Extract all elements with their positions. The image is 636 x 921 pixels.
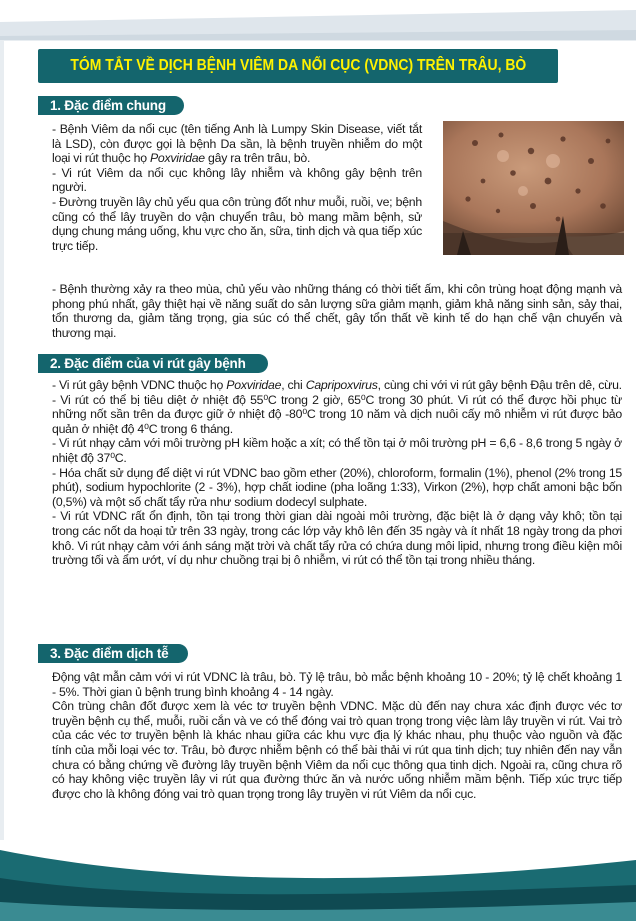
paragraph: - Bệnh thường xảy ra theo mùa, chủ yếu vào những tháng có thời tiết ấm, khi côn trùng hoạt động mạnh và phong phú nhất, gây thiệt hại về năng suất do sản lượng sữa giảm mạnh, giảm khả năng sinh sản, sảy thai, tổn thương da, giảm tăng trọng, gia súc có thể chết, gây tổn thất về kinh tế do hạn chế vận chuyển và thương mại. [52,282,622,340]
paragraph: Côn trùng chân đốt được xem là véc tơ truyền bệnh VDNC. Mặc dù đến nay chưa xác định được véc tơ truyền bệnh cụ thể, muỗi, ruồi cắn và ve có thể đóng vai trò quan trọng trong việc làm lây truyền vi rút. Vai trò của các véc tơ truyền bệnh là khác nhau giữa các khu vực địa lý khác nhau, phụ thuộc vào nguồn và đặc tính của mỗi loại véc tơ. Trâu, bò được nhiễm bệnh có thể bài thải vi rút qua tinh dịch; tuy nhiên đến nay vẫn chưa có bằng chứng về đường lây truyền bệnh Viêm da nổi cục thông qua tinh dịch. Ngoài ra, cũng chưa rõ có hay không việc truyền lây vi rút qua đường thức ăn và nước uống nhiễm mầm bệnh. Tiếp xúc trực tiếp được cho là không đóng vai trò quan trọng trong lây truyền vi rút Viêm da nổi cục. [52,699,622,801]
paragraph: - Vi rút gây bệnh VDNC thuộc họ Poxviridae, chi Capripoxvirus, cùng chi với vi rút gây bệnh Đậu trên dê, cừu. [52,378,622,392]
paragraph: - Hóa chất sử dụng để diệt vi rút VDNC bao gồm ether (20%), chloroform, formalin (1%), phenol (2% trong 15 phút), sodium hypochlorite (2 - 3%), hợp chất iodine (pha loãng 1:33), Virkon (2%), hợp chất amoni bậc bốn (0,5%) và một số chất tẩy rửa như sodium dodecyl sulphate. [52,465,622,509]
paragraph: - Vi rút VDNC rất ổn định, tồn tại trong thời gian dài ngoài môi trường, đặc biệt là ở dạng vảy khô; tồn tại trong các nốt da hoại tử trên 33 ngày, trong các lớp vảy khô lên đến 35 ngày và ít nhất 18 ngày trong da phơi khô. Vi rút nhạy cảm với ánh sáng mặt trời và chất tẩy rửa có chứa dung môi lipid, nhưng trong điều kiện môi trường tối và ẩm ướt, ví dụ như chuồng trại bị ô nhiễm, vi rút có thể tồn tại trong nhiều tháng. [52,509,622,568]
paragraph: - Vi rút nhạy cảm với môi trường pH kiềm hoặc a xít; có thể tồn tại ở môi trường pH = 6,6 - 8,6 trong 5 ngày ở nhiệt độ 37⁰C. [52,436,622,465]
section-3-heading: 3. Đặc điểm dịch tễ [38,644,188,663]
section-1-heading: 1. Đặc điểm chung [38,96,184,115]
document-title: TÓM TẮT VỀ DỊCH BỆNH VIÊM DA NỔI CỤC (VDNC) TRÊN TRÂU, BÒ [70,57,526,74]
section-2-heading: 2. Đặc điểm của vi rút gây bệnh [38,354,268,373]
top-decorative-band [0,0,636,40]
section-1-seasonality [52,282,622,340]
paragraph: - Vi rút Viêm da nổi cục không lây nhiễm và không gây bệnh trên người. [52,165,422,195]
paragraph: - Đường truyền lây chủ yếu qua côn trùng đốt như muỗi, ruồi, ve; bệnh cũng có thể lây truyền do vận chuyển trâu, bò mang mầm bệnh, sử dụng chung máng uống, khu vực cho ăn, sữa, tinh dịch và qua tiếp xúc trực tiếp. [52,194,422,253]
section-2-body [52,378,622,568]
document-title-banner [38,49,558,83]
section-1-intro [52,122,422,253]
section-3-body [52,670,622,801]
skin-nodules-photo [443,121,624,255]
paragraph: Động vật mẫn cảm với vi rút VDNC là trâu, bò. Tỷ lệ trâu, bò mắc bệnh khoảng 10 - 20%; tỷ lệ chết khoảng 1 - 5%. Thời gian ủ bệnh trung bình khoảng 4 - 14 ngày. [52,670,622,699]
paragraph: - Bệnh Viêm da nổi cục (tên tiếng Anh là Lumpy Skin Disease, viết tắt là LSD), còn được gọi là bệnh Da sần, là bệnh truyền nhiễm do một loại vi rút thuộc họ Poxviridae gây ra trên trâu, bò. [52,122,422,166]
paragraph: - Vi rút có thể bị tiêu diệt ở nhiệt độ 55⁰C trong 2 giờ, 65⁰C trong 30 phút. Vi rút có thể được hồi phục từ những nốt sần trên da được giữ ở nhiệt độ -80⁰C trong 10 năm và dịch nuôi cấy mô nhiễm vi rút được bảo quản ở nhiệt độ 4⁰C trong 6 tháng. [52,392,622,436]
bottom-wave-decoration [0,840,636,921]
